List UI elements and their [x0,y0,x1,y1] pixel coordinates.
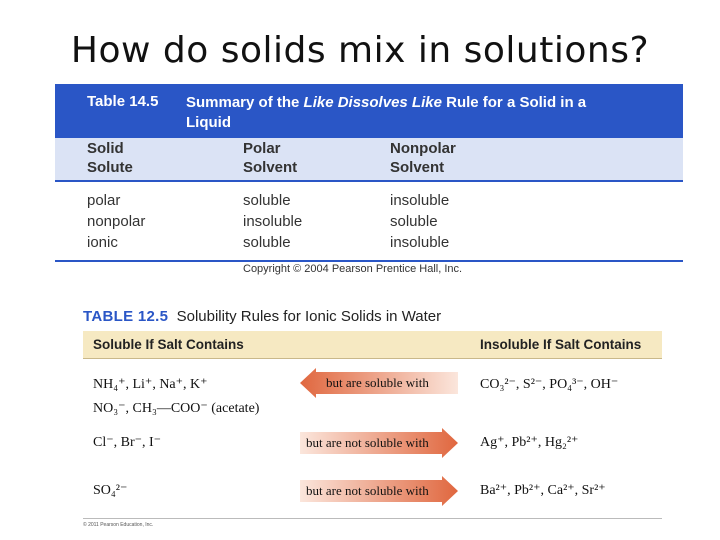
row1-insoluble-ions: CO₃²⁻, S²⁻, PO₄³⁻, OH⁻ [480,377,619,392]
cell-polar: soluble [243,192,291,209]
table-14-5-column-headers [55,138,683,182]
table-row [55,234,683,255]
table-row [55,213,683,234]
cell-polar: soluble [243,234,291,251]
header-soluble: Soluble If Salt Contains [93,337,244,352]
row2-soluble-ions: Cl⁻, Br⁻, I⁻ [93,435,162,450]
table-12-5-header [83,331,662,359]
row2-arrow-label: but are not soluble with [306,435,429,450]
row1-soluble-ions-a: NH₄⁺, Li⁺, Na⁺, K⁺ [93,377,208,392]
slide-title: How do solids mix in solutions? [70,30,650,71]
row2-insoluble-ions: Ag⁺, Pb²⁺, Hg₂²⁺ [480,435,579,450]
row1-arrow-label: but are soluble with [326,375,429,390]
caption-part2: Rule for a Solid in a Liquid [186,94,587,131]
table-14-5-copyright: Copyright © 2004 Pearson Prentice Hall, Inc. [243,263,463,275]
cell-solute: polar [87,192,121,209]
row3-insoluble-ions: Ba²⁺, Pb²⁺, Ca²⁺, Sr²⁺ [480,483,606,498]
cell-nonpolar: soluble [390,213,438,230]
row3-soluble-ions: SO₄²⁻ [93,483,128,498]
header-insoluble: Insoluble If Salt Contains [480,337,642,352]
caption-part1: Summary of the [186,94,304,111]
table-14-5-body [55,182,683,262]
cell-solute: ionic [87,234,118,251]
footer-divider [83,518,662,519]
col-header-polar-solvent: Polar Solvent [243,140,298,176]
caption-italic: Like Dissolves Like [303,94,442,111]
table-12-5-number: TABLE 12.5 [83,308,169,325]
cell-polar: insoluble [243,213,303,230]
col-header-nonpolar-solvent: Nonpolar Solvent [390,140,456,176]
table-row [55,192,683,213]
table-14-5-number: Table 14.5 [87,93,159,110]
cell-solute: nonpolar [87,213,146,230]
table-14-5-header [55,84,683,138]
row3-arrow-label: but are not soluble with [306,483,429,498]
col-header-solid-solute: Solid Solute [87,140,133,176]
row1-soluble-ions-b: NO₃⁻, CH₃—COO⁻ (acetate) [93,401,260,416]
cell-nonpolar: insoluble [390,192,450,209]
table-12-5-copyright: © 2011 Pearson Education, Inc. [83,522,154,528]
table-14-5-caption [186,93,606,133]
table-12-5-title [83,308,441,325]
cell-nonpolar: insoluble [390,234,450,251]
table-12-5-title-text: Solubility Rules for Ionic Solids in Water [176,308,442,325]
